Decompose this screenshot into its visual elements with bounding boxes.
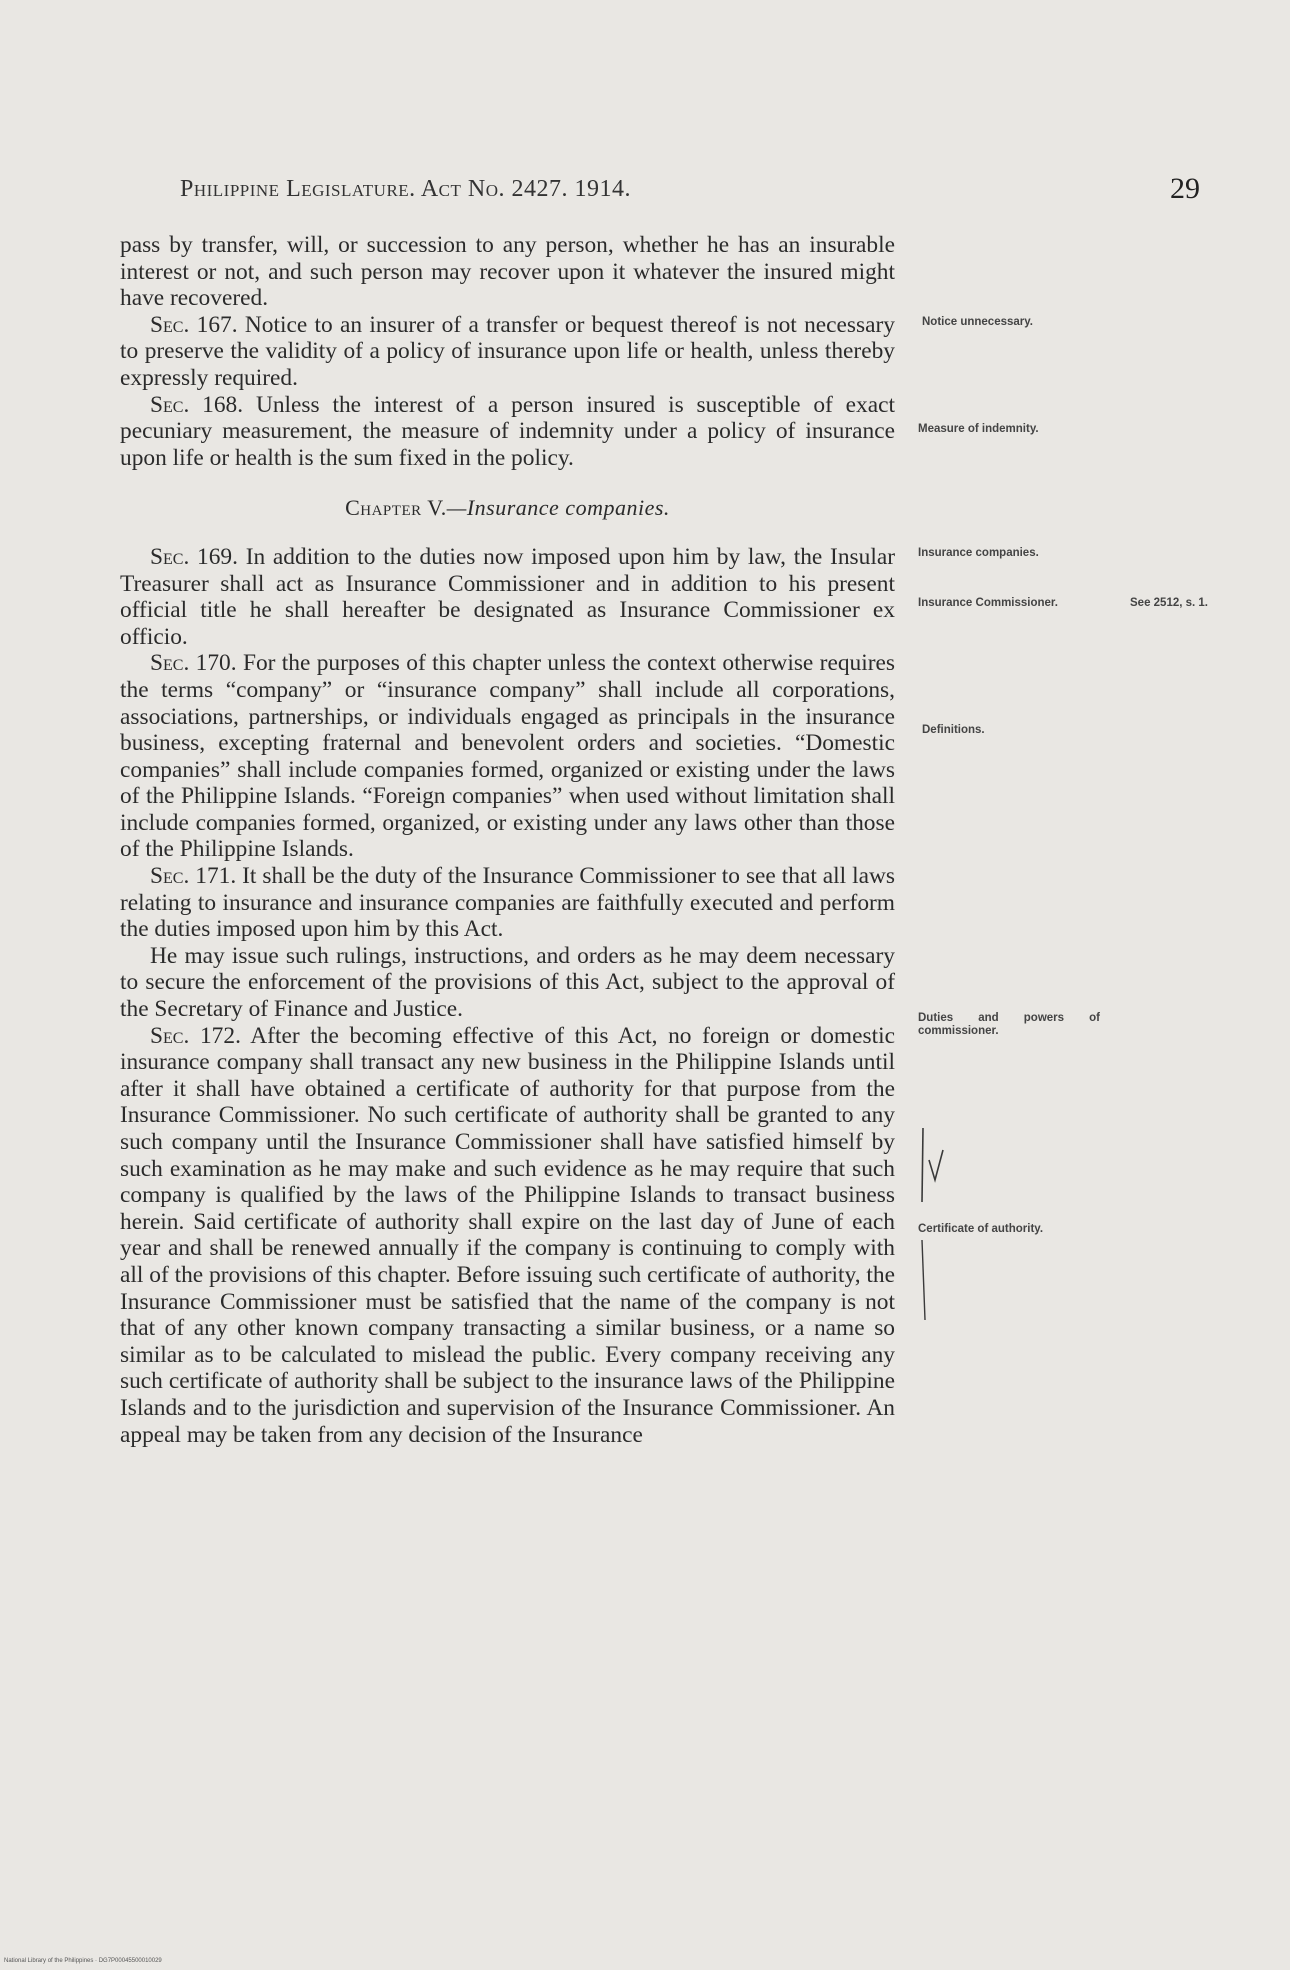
margin-note-companies: Insurance companies. <box>918 547 1039 559</box>
section-171-continued: He may issue such rulings, instructions, and orders as he may deem necessary to secure the enforcement of the provisions of this Act, subject to the approval of the Secretary of Finance and Justice. <box>120 942 895 1023</box>
section-172 <box>120 1023 895 1449</box>
section-text: 172. After the becoming effective of this Act, no foreign or domestic insurance company shall transact any new business in the Philippine Islands until after it shall have obtained a certificate of authority for that purpose from the Insurance Commissioner. No such certificate of authority shall be granted to any such company until the Insurance Commissioner shall have satisfied himself by such examination as he may make and such evidence as he may require that such company is qualified by the laws of the Philippine Islands to transact business herein. Said certificate of authority shall expire on the last day of June of each year and shall be renewed annually if the company is continuing to comply with all of the provisions of this chapter. Before issuing such certificate of authority, the Insurance Commissioner must be satisfied that the name of the company is not that of any other known company transacting a similar business, or a name so similar as to be calculated to mislead the public. Every company receiving any such certificate of authority shall be subject to the insurance laws of the Philippine Islands and to the jurisdiction and supervision of the Insurance Commissioner. An appeal may be taken from any decision of the Insurance <box>120 1022 895 1448</box>
margin-note-measure: Measure of indemnity. <box>918 423 1039 435</box>
section-text: 169. In addition to the duties now imposed upon him by law, the Insular Treasurer shall act as Insurance Commissioner and in addition to his present official title he shall hereafter be designated as Insurance Commissioner ex officio. <box>120 543 895 650</box>
section-170 <box>120 650 895 863</box>
section-label: Sec. <box>150 650 190 677</box>
section-label: Sec. <box>150 311 190 338</box>
section-169 <box>120 544 895 650</box>
margin-note-notice: Notice unnecessary. <box>922 316 1034 328</box>
margin-note-definitions: Definitions. <box>922 724 985 736</box>
section-text: 168. Unless the interest of a person insured is susceptible of exact pecuniary measurement, the measure of indemnity under a policy of insurance upon life or health is the sum fixed in the policy. <box>120 391 895 471</box>
pencil-check-mark <box>905 1120 955 1330</box>
body-text <box>120 232 895 1448</box>
section-167 <box>120 312 895 392</box>
chapter-number: Chapter V. <box>345 495 447 521</box>
margin-note-duties: Duties and powers of commissioner. <box>918 1012 1100 1037</box>
section-text: 171. It shall be the duty of the Insurance Commissioner to see that all laws relating to insurance and insurance companies are faithfully executed and perform the duties imposed upon him by this Act. <box>120 863 895 943</box>
section-label: Sec. <box>150 1022 190 1049</box>
section-label: Sec. <box>150 543 190 570</box>
section-171 <box>120 863 895 943</box>
chapter-title: —Insurance companies. <box>446 495 670 521</box>
footer-credit: National Library of the Philippines · DG7P00045500010029 <box>4 1958 162 1964</box>
section-text: 170. For the purposes of this chapter unless the context otherwise requires the terms “company” or “insurance company” shall include all corporations, associations, partnerships, or individuals engaged as principals in the insurance business, excepting fraternal and benevolent orders and societies. “Domestic companies” shall include companies formed, organized or existing under the laws of the Philippine Islands. “Foreign companies” when used without limitation shall include companies formed, organized, or existing under any laws other than those of the Philippine Islands. <box>120 650 895 863</box>
margin-cross-reference: See 2512, s. 1. <box>1130 597 1209 609</box>
section-label: Sec. <box>150 391 190 418</box>
section-168 <box>120 392 895 472</box>
chapter-heading <box>120 495 895 522</box>
section-text: 167. Notice to an insurer of a transfer or bequest thereof is not necessary to preserve the validity of a policy of insurance upon life or health, unless thereby expressly required. <box>120 311 895 391</box>
running-head: Philippine Legislature. Act No. 2427. 1914. <box>180 176 632 202</box>
page-number: 29 <box>1170 172 1200 205</box>
margin-note-commissioner: Insurance Commissioner. <box>918 597 1058 609</box>
section-label: Sec. <box>150 863 190 890</box>
margin-note-certificate: Certificate of authority. <box>918 1223 1044 1235</box>
paragraph-continuation: pass by transfer, will, or succession to any person, whether he has an insurable interest or not, and such person may recover upon it whatever the insured might have recovered. <box>120 232 895 312</box>
